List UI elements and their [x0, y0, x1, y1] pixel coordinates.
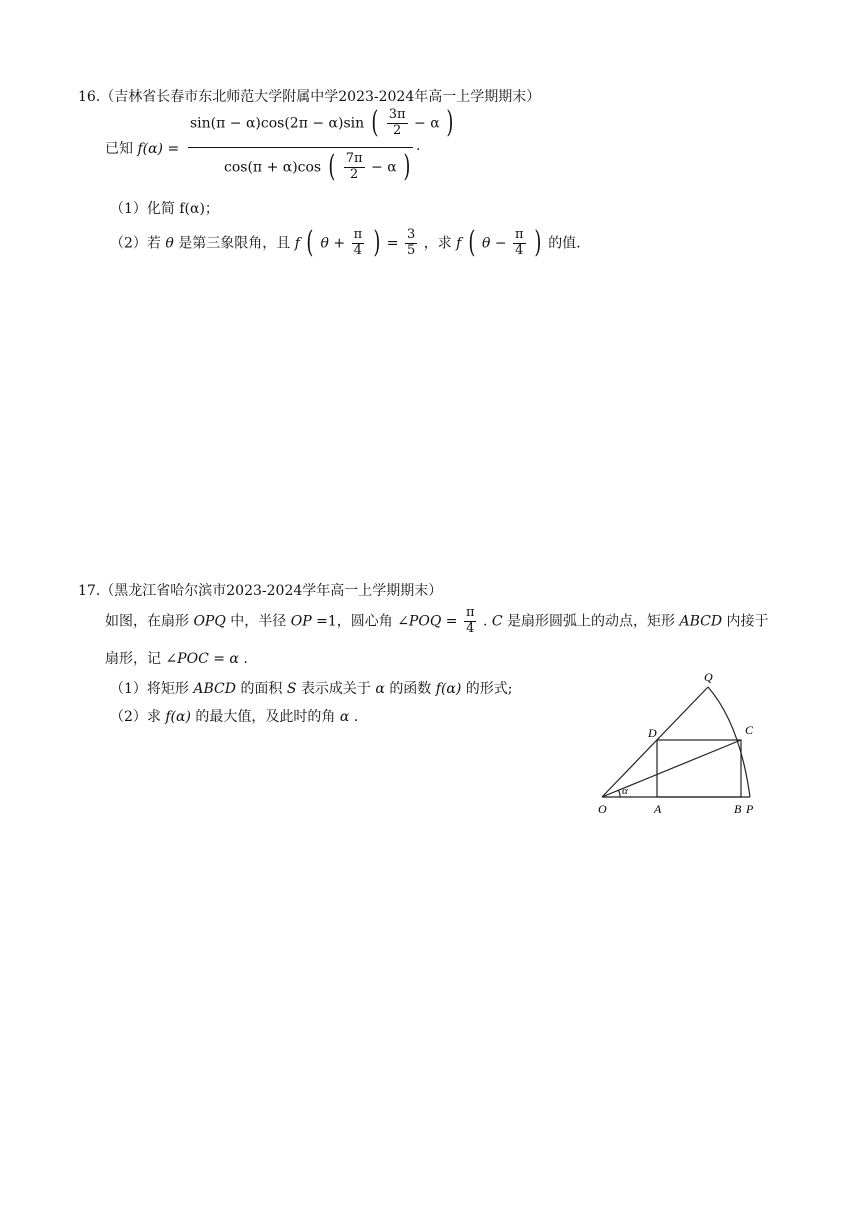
- label-A: A: [654, 802, 662, 816]
- q16-intro: [105, 138, 179, 158]
- arc-PQ: [708, 687, 750, 797]
- q16-num-frac: $\frac{3\pi}{2}$: [388, 107, 406, 138]
- q17-sector-figure: [590, 664, 790, 824]
- label-C: C: [745, 723, 754, 737]
- q16-den-tail: − α: [371, 159, 397, 176]
- label-alpha: α: [622, 785, 628, 797]
- q16-part2: （2）若 θ 是第三象限角，且 f ( θ + $\frac{\pi}{4}$ ) = $\frac{3}{5}$ ，求 f ( θ − $\frac{\pi}{4}$ ) 的值.: [110, 225, 581, 261]
- label-D: D: [648, 726, 657, 740]
- rectangle-ABCD: [657, 740, 741, 797]
- q16-denominator: cos(π + α)cos ( $\frac{7\pi}{2}$ − α ): [224, 149, 411, 185]
- q17-line1: 如图，在扇形 OPQ 中，半径 OP =1，圆心角 ∠POQ = $\frac{\pi}{4}$ . C 是扇形圆弧上的动点，矩形 ABCD 内接于: [105, 605, 769, 636]
- q16-den-frac: $\frac{7\pi}{2}$: [345, 151, 363, 182]
- q16-period: .: [416, 138, 421, 154]
- q17-part2: （2）求 f(α) 的最大值，及此时的角 α .: [110, 709, 359, 725]
- q16-numerator: sin(π − α)cos(2π − α)sin ( $\frac{3\pi}{2}$ − α ): [190, 105, 454, 141]
- q17-line2: 扇形，记 ∠POC = α .: [105, 651, 248, 667]
- q16-f-alpha: f(α) =: [137, 141, 180, 157]
- q16-intro-prefix: 已知: [105, 141, 133, 157]
- angle-arc: [618, 790, 620, 797]
- q16-denominator-text: cos(π + α)cos: [224, 159, 322, 176]
- label-O: O: [598, 802, 607, 816]
- segment-OQ: [602, 687, 708, 797]
- label-Q: Q: [704, 670, 713, 684]
- q17-header: 17.（黑龙江省哈尔滨市2023-2024学年高一上学期期末）: [78, 583, 443, 599]
- q17-part1: （1）将矩形 ABCD 的面积 S 表示成关于 α 的函数 f(α) 的形式;: [110, 681, 513, 697]
- q16-numerator-text: sin(π − α)cos(2π − α)sin: [190, 115, 365, 132]
- q16-part1: （1）化简 f(α)；: [110, 201, 219, 217]
- q16-num-tail: − α: [414, 115, 440, 132]
- label-B: B: [734, 802, 742, 816]
- q16-header: 16.（吉林省长春市东北师范大学附属中学2023-2024年高一上学期期末）: [78, 89, 541, 105]
- label-P: P: [746, 802, 754, 816]
- q16-fraction-bar: [188, 147, 413, 148]
